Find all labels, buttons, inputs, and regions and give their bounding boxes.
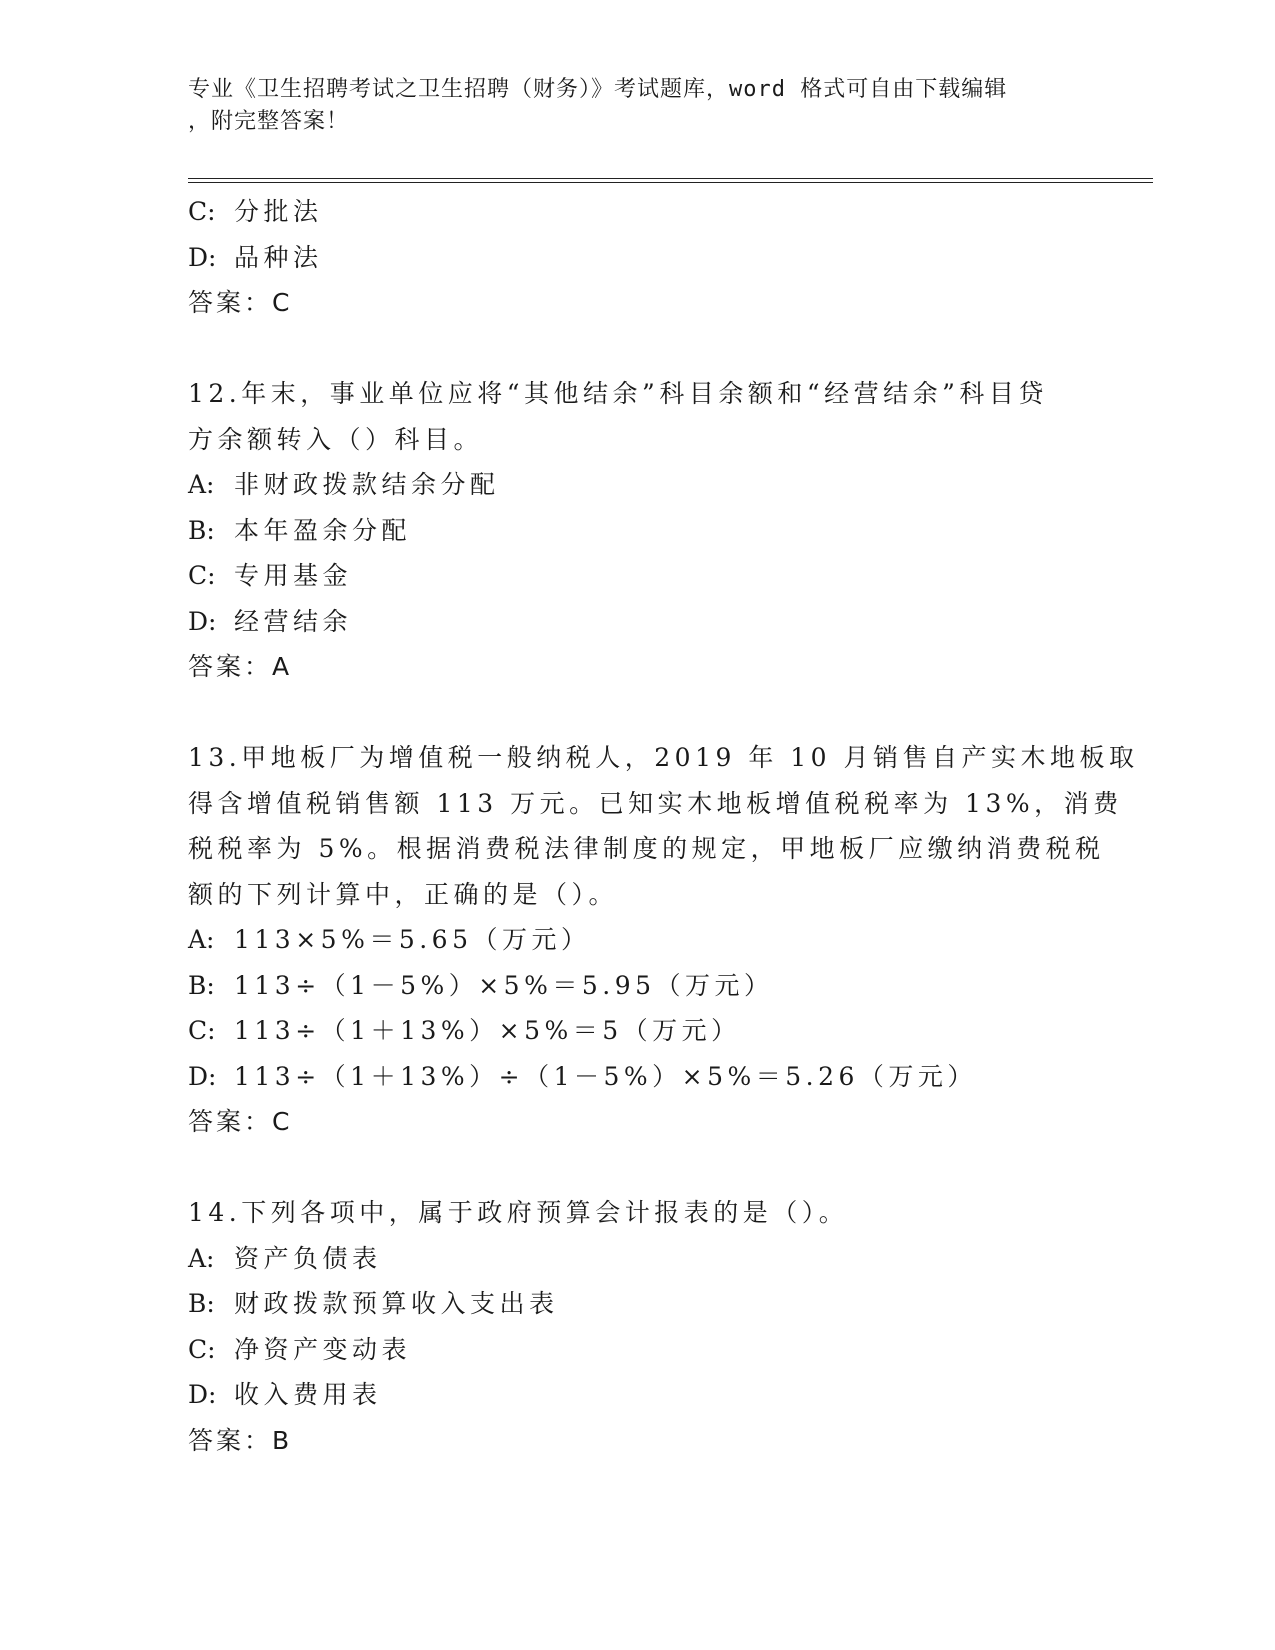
spacer [188, 1145, 1088, 1191]
option-c [188, 1008, 1088, 1054]
option-text: 113÷（1＋13%）÷（1－5%）×5%＝5.26（万元） [234, 1061, 977, 1091]
option-text: 收入费用表 [234, 1380, 382, 1409]
option-c [188, 1327, 1088, 1373]
option-text: 净资产变动表 [234, 1334, 412, 1364]
option-key: B: [188, 970, 215, 1000]
option-text: 113÷（1－5%）×5%＝5.95（万元） [234, 970, 774, 1000]
option-text: 经营结余 [234, 606, 353, 636]
question-13 [188, 735, 1139, 1145]
question-stem-line: 12.年末，事业单位应将“其他结余”科目余额和“经营结余”科目贷 [188, 379, 1048, 408]
question-11-continuation [188, 189, 1088, 326]
answer-line: 答案：C [188, 1107, 293, 1136]
option-a [188, 917, 1088, 963]
option-key: A: [188, 470, 215, 499]
option-c [188, 553, 1088, 599]
option-key: C: [188, 1016, 216, 1045]
option-a [188, 462, 1088, 508]
option-b [188, 963, 1088, 1009]
answer-line: 答案：B [188, 1425, 293, 1455]
question-list [188, 189, 1139, 1463]
page-header [188, 74, 1068, 138]
option-key: D: [188, 606, 217, 636]
answer-line: 答案：A [188, 652, 293, 681]
option-d [188, 599, 1088, 645]
option-key: B: [188, 515, 215, 545]
header-line-1: 专业《卫生招聘考试之卫生招聘（财务）》考试题库，word 格式可自由下载编辑 [188, 77, 1008, 102]
option-text: 资产负债表 [234, 1243, 382, 1273]
question-stem-line: 得含增值税销售额 113 万元。已知实木地板增值税税率为 13%，消费 [188, 788, 1123, 818]
option-key: C: [188, 1334, 216, 1364]
option-key: A: [188, 925, 215, 954]
option-text: 113÷（1＋13%）×5%＝5（万元） [234, 1016, 741, 1045]
spacer [188, 690, 1088, 736]
option-d [188, 235, 1088, 281]
option-text: 分批法 [234, 197, 323, 226]
answer-line: 答案：C [188, 288, 293, 317]
option-key: D: [188, 1380, 217, 1409]
question-14 [188, 1190, 1088, 1463]
option-c [188, 189, 1088, 235]
option-key: D: [188, 1061, 217, 1091]
option-key: A: [188, 1243, 215, 1273]
question-stem-line: 方余额转入（）科目。 [188, 424, 484, 454]
question-stem-line: 税税率为 5%。根据消费税法律制度的规定，甲地板厂应缴纳消费税税 [188, 834, 1105, 863]
option-text: 113×5%＝5.65（万元） [234, 925, 591, 954]
option-text: 财政拨款预算收入支出表 [234, 1289, 559, 1318]
option-key: C: [188, 561, 216, 590]
option-d [188, 1054, 1088, 1100]
option-key: B: [188, 1289, 215, 1318]
option-key: D: [188, 242, 217, 272]
header-divider-top [188, 178, 1153, 179]
question-12 [188, 371, 1088, 690]
option-b [188, 508, 1088, 554]
question-stem-line: 额的下列计算中，正确的是（）。 [188, 879, 619, 909]
option-text: 专用基金 [234, 561, 353, 590]
option-a [188, 1236, 1088, 1282]
option-b [188, 1281, 1088, 1327]
header-line-2: ，附完整答案！ [188, 109, 350, 134]
option-text: 非财政拨款结余分配 [234, 470, 500, 499]
spacer [188, 326, 1088, 372]
question-stem-line: 13.甲地板厂为增值税一般纳税人，2019 年 10 月销售自产实木地板取 [188, 743, 1139, 772]
header-divider-bottom [188, 182, 1153, 183]
option-text: 品种法 [234, 242, 323, 272]
option-key: C: [188, 197, 216, 226]
option-text: 本年盈余分配 [234, 515, 412, 545]
question-stem-line: 14.下列各项中，属于政府预算会计报表的是（）。 [188, 1198, 849, 1227]
option-d [188, 1372, 1088, 1418]
